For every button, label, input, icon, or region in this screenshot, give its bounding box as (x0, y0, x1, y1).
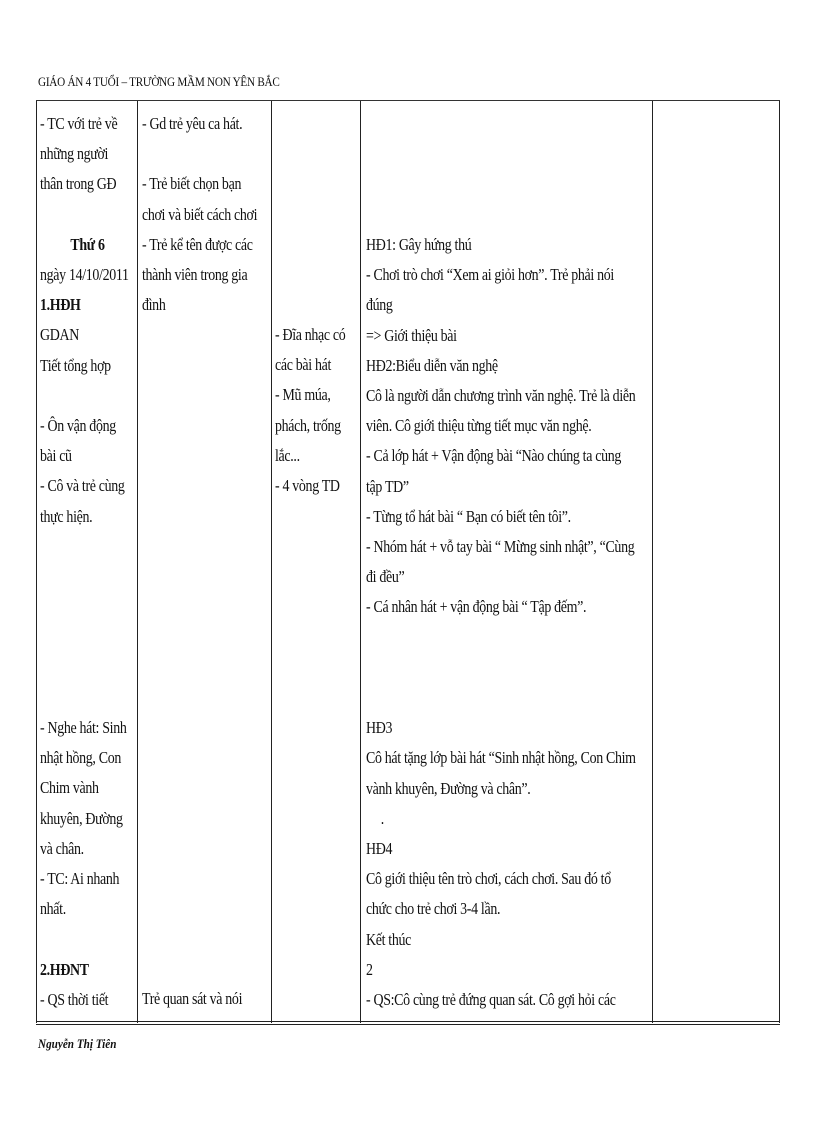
procedure-line: chức cho trẻ chơi 3-4 lần. (366, 899, 501, 919)
listen-line: nhất. (40, 899, 66, 919)
table-bottom-border (36, 1021, 780, 1022)
listen-line: Chim vành (40, 778, 99, 798)
listen-line: - TC: Ai nhanh (40, 868, 120, 888)
procedure-line: viên. Cô giới thiệu từng tiết mục văn nghệ. (366, 416, 592, 436)
procedure-line: Cô hát tặng lớp bài hát “Sinh nhật hồng, Con Chim (366, 748, 636, 768)
column-divider-1 (137, 101, 138, 1023)
tc-line: những người (40, 144, 109, 164)
table-bottom-border-double (36, 1024, 780, 1025)
procedure-line: => Giới thiệu bài (366, 325, 457, 345)
listen-line: và chân. (40, 838, 84, 858)
goal-line: Trẻ quan sát và nói (142, 989, 243, 1009)
author-signature: Nguyễn Thị Tiên (38, 1036, 117, 1051)
procedure-line: 2 (366, 959, 373, 979)
goals-column (142, 109, 269, 1015)
procedure-line: Cô giới thiệu tên trò chơi, cách chơi. Sau đó tổ (366, 869, 611, 889)
subject-label: GDAN (40, 325, 79, 345)
tc-line: thân trong GĐ (40, 174, 117, 194)
goal-line: chơi và biết cách chơi (142, 204, 258, 224)
goal-line: đình (142, 295, 166, 315)
tc-line: - TC với trẻ về (40, 114, 118, 133)
procedure-dot: . (380, 808, 384, 828)
material-line: - Đĩa nhạc có (275, 325, 346, 344)
procedure-line: HĐ4 (366, 839, 393, 859)
procedure-line: - Cả lớp hát + Vận động bài “Nào chúng ta cùng (366, 446, 622, 466)
procedure-column (366, 230, 650, 1015)
procedure-line: Kết thúc (366, 929, 411, 949)
procedure-line: Cô là người dẫn chương trình văn nghệ. Trẻ là diễn (366, 386, 636, 406)
procedure-line: đi đều” (366, 567, 405, 587)
goal-line: thành viên trong gia (142, 265, 248, 284)
material-line: - 4 vòng TD (275, 476, 340, 496)
procedure-line: - Từng tổ hát bài “ Bạn có biết tên tôi”. (366, 506, 571, 526)
procedure-line: HĐ3 (366, 718, 393, 738)
listen-line: khuyên, Đường (40, 808, 123, 828)
section-2-heading: 2.HĐNT (40, 959, 89, 979)
review-line: - Cô và trẻ cùng (40, 476, 125, 496)
goal-line: - Trẻ kể tên được các (142, 234, 253, 254)
column-divider-2 (271, 101, 272, 1023)
column-divider-4 (652, 101, 653, 1023)
material-line: lắc... (275, 445, 300, 465)
date-label: ngày 14/10/2011 (40, 265, 129, 284)
lesson-label: Tiết tổng hợp (40, 355, 111, 375)
activity-column (40, 109, 135, 1015)
procedure-line: - Cá nhân hát + vận động bài “ Tập đếm”. (366, 597, 587, 617)
table-border-right (779, 101, 780, 1023)
column-divider-3 (360, 101, 361, 1023)
goal-line: - Gd trẻ yêu ca hát. (142, 114, 243, 133)
review-line: bài cũ (40, 446, 72, 466)
materials-column (275, 320, 358, 501)
listen-line: nhật hồng, Con (40, 748, 121, 768)
procedure-line: vành khuyên, Đường và chân”. (366, 778, 531, 798)
procedure-line: - Chơi trò chơi “Xem ai giỏi hơn”. Trẻ phải nói (366, 265, 614, 285)
procedure-line: HĐ1: Gây hứng thú (366, 235, 472, 254)
header-rule (36, 100, 780, 101)
material-line: các bài hát (275, 355, 331, 375)
day-label: Thứ 6 (70, 234, 105, 254)
table-border-left (36, 101, 37, 1023)
goal-line: - Trẻ biết chọn bạn (142, 174, 242, 194)
procedure-line: tập TD” (366, 476, 409, 496)
procedure-line: - Nhóm hát + vỗ tay bài “ Mừng sinh nhật”, “Cùng (366, 537, 635, 557)
material-line: phách, trống (275, 415, 341, 435)
observe-line: - QS thời tiết (40, 989, 109, 1009)
section-1-heading: 1.HĐH (40, 295, 81, 315)
procedure-line: đúng (366, 295, 393, 315)
procedure-line: - QS:Cô cùng trẻ đứng quan sát. Cô gợi hỏi các (366, 990, 616, 1010)
review-line: - Ôn vận động (40, 416, 116, 435)
review-line: thực hiện. (40, 506, 93, 526)
material-line: - Mũ múa, (275, 385, 331, 405)
listen-line: - Nghe hát: Sinh (40, 717, 127, 737)
page-header: GIÁO ÁN 4 TUỔI – TRƯỜNG MẦM NON YÊN BẮC (38, 74, 280, 89)
procedure-line: HĐ2:Biểu diễn văn nghệ (366, 355, 498, 375)
